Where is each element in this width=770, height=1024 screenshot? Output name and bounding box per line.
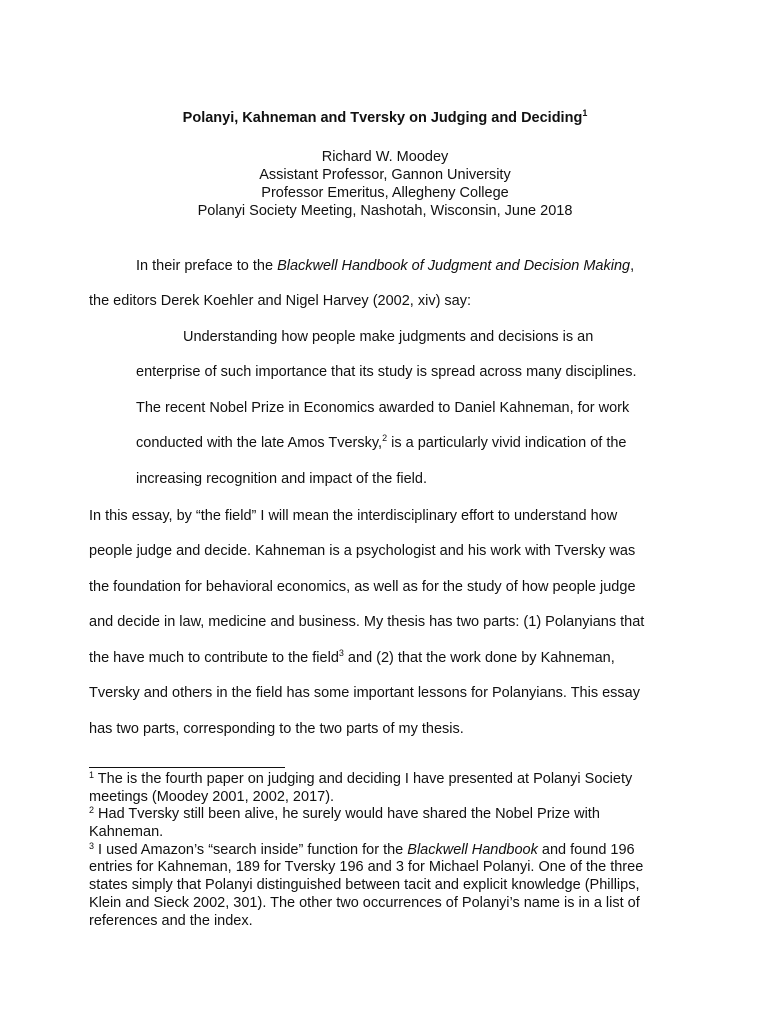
footnote-3-line-1 xyxy=(89,842,689,860)
body-line-7: has two parts, corresponding to the two parts of my thesis. xyxy=(89,721,464,737)
footnote-1-line-2: meetings (Moodey 2001, 2002, 2017). xyxy=(89,788,335,805)
meeting-info: Polanyi Society Meeting, Nashotah, Wisconsin, June 2018 xyxy=(197,203,573,219)
author-block xyxy=(0,148,770,220)
handbook-short-title: Blackwell Handbook xyxy=(407,841,538,858)
paper-title xyxy=(0,108,770,128)
footnote-text: The is the fourth paper on judging and deciding I have presented at Polanyi Society xyxy=(94,771,633,787)
footnote-3-line-3: states simply that Polanyi distinguished between tacit and explicit knowledge (Phillips, xyxy=(89,877,640,894)
quote-line-2: enterprise of such importance that its study is spread across many disciplines. xyxy=(136,364,637,380)
footnote-1-line-1 xyxy=(89,771,689,789)
footnote-3-line-5: references and the index. xyxy=(89,912,253,929)
intro-text: In their preface to the xyxy=(136,258,278,274)
body-line-5 xyxy=(89,648,615,668)
body-text: the have much to contribute to the field xyxy=(89,650,339,666)
footnote-ref-3[interactable]: 3 xyxy=(338,648,344,658)
footnote-ref-2[interactable]: 2 xyxy=(382,433,388,443)
quote-line-3: The recent Nobel Prize in Economics awarded to Daniel Kahneman, for work xyxy=(136,400,630,416)
footnote-3-line-2: entries for Kahneman, 189 for Tversky 196 and 3 for Michael Polanyi. One of the three xyxy=(89,859,644,876)
intro-punct: , xyxy=(630,258,635,274)
footnote-2-line-2: Kahneman. xyxy=(89,824,164,841)
body-line-1: In this essay, by “the field” I will mean the interdisciplinary effort to understand how xyxy=(89,508,618,524)
footnote-text: Had Tversky still been alive, he surely would have shared the Nobel Prize with xyxy=(94,806,600,823)
footnote-text: I used Amazon’s “search inside” function for the xyxy=(94,841,408,858)
body-line-6: Tversky and others in the field has some important lessons for Polanyians. This essay xyxy=(89,685,640,701)
body-line-2: people judge and decide. Kahneman is a psychologist and his work with Tversky was xyxy=(89,543,636,559)
footnote-ref-1[interactable]: 1 xyxy=(582,108,588,118)
quote-text: is a particularly vivid indication of the xyxy=(387,435,627,451)
footnote-divider xyxy=(89,767,285,768)
footnote-text: and found 196 xyxy=(537,841,635,858)
author-position: Assistant Professor, Gannon University xyxy=(259,167,511,183)
footnote-3-number: 3 xyxy=(89,840,95,851)
footnotes xyxy=(89,771,689,930)
title-text: Polanyi, Kahneman and Tversky on Judging and Deciding xyxy=(182,110,583,126)
author-emeritus: Professor Emeritus, Allegheny College xyxy=(261,185,509,201)
intro-line-2: the editors Derek Koehler and Nigel Harvey (2002, xiv) say: xyxy=(89,293,472,309)
body-text: and (2) that the work done by Kahneman, xyxy=(343,650,615,666)
footnote-2-number: 2 xyxy=(89,805,95,816)
footnote-1-number: 1 xyxy=(89,770,95,780)
footnote-3-line-4: Klein and Sieck 2002, 301). The other two occurrences of Polanyi’s name is in a list of xyxy=(89,894,640,911)
intro-line-1 xyxy=(136,256,634,276)
handbook-title: Blackwell Handbook of Judgment and Decision Making xyxy=(277,258,631,274)
quote-text: conducted with the late Amos Tversky, xyxy=(136,435,383,451)
footnote-2-line-1 xyxy=(89,806,689,824)
quote-line-5: increasing recognition and impact of the field. xyxy=(136,471,427,487)
body-line-3: the foundation for behavioral economics, as well as for the study of how people judge xyxy=(89,579,636,595)
quote-line-1: Understanding how people make judgments and decisions is an xyxy=(183,329,594,345)
body-line-4: and decide in law, medicine and business. My thesis has two parts: (1) Polanyians that xyxy=(89,614,645,630)
quote-line-4 xyxy=(136,433,626,453)
author-name: Richard W. Moodey xyxy=(321,149,449,165)
